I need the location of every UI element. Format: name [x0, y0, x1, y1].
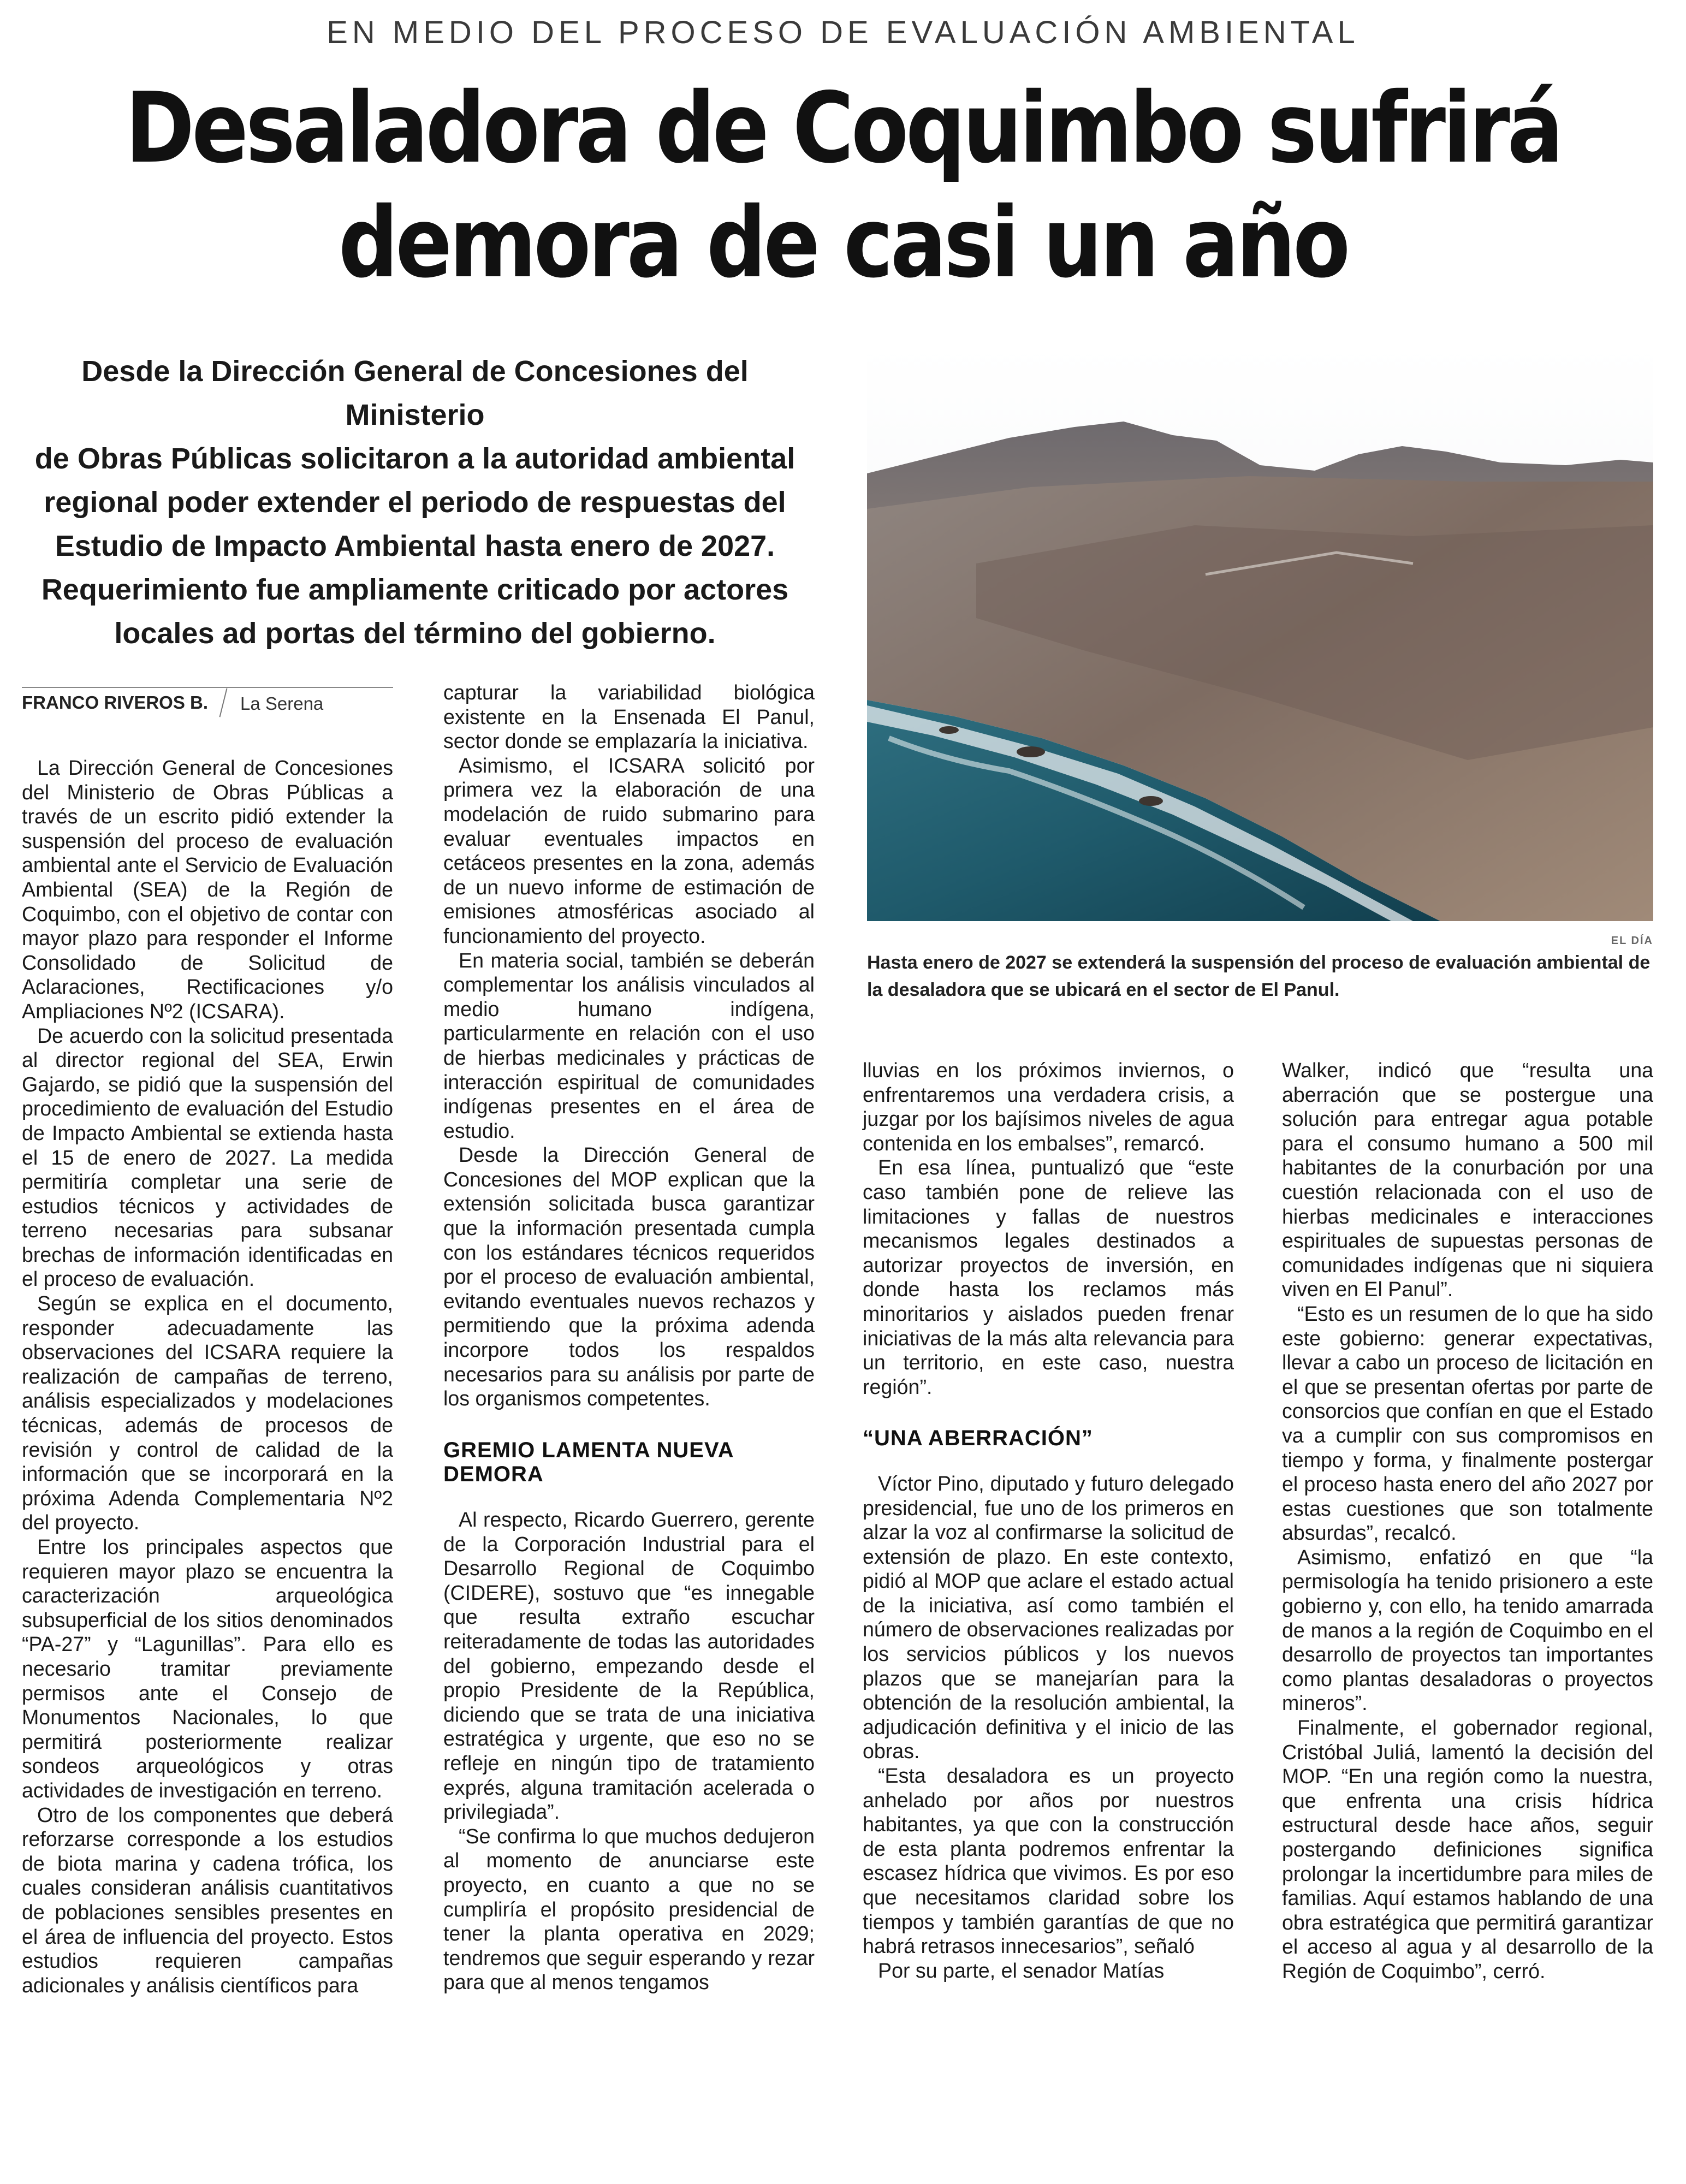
photo-rock	[1017, 746, 1045, 757]
body-paragraph: Finalmente, el gobernador regional, Cristóbal Juliá, lamentó la decisión del MOP. “En una región como la nuestra, que enfrenta una crisis hídrica estructural desde hace años, seguir postergando definiciones significa prolongar la incertidumbre para miles de familias. Aquí estamos hablando de una obra estratégica que permitirá garantizar el acceso al agua y al desarrollo de la Región de Coquimbo”, cerró.	[1282, 1716, 1653, 1983]
lead-line: Requerimiento fue ampliamente criticado por actores	[41, 573, 789, 606]
article-column-4	[1282, 1058, 1653, 1984]
body-paragraph: Asimismo, enfatizó en que “la permisología ha tenido prisionero a este gobierno y, con ello, ha tenido amarrada de manos a la región de Coquimbo en el desarrollo de proyectos tan importantes como plantas desaladoras o proyectos mineros”.	[1282, 1545, 1653, 1715]
body-paragraph: Víctor Pino, diputado y futuro delegado presidencial, fue uno de los primeros en alzar la voz al confirmarse la solicitud de extensión de plazo. En este contexto, pidió al MOP que aclare el estado actual de la iniciativa, así como también el número de observaciones realizadas por los servicios públicos y los nuevos plazos que se manejarían para la obtención de la resolución ambiental, la adjudicación definitiva y el inicio de las obras.	[863, 1471, 1234, 1763]
photo-rock	[1139, 796, 1163, 806]
photo-credit: EL DÍA	[1611, 935, 1653, 947]
byline-divider	[219, 689, 227, 717]
article-column-1	[22, 756, 393, 1997]
body-paragraph: Asimismo, el ICSARA solicitó por primera vez la elaboración de una modelación de ruido submarino para evaluar eventuales impactos en cetáceos presentes en la zona, además de un nuevo informe de estimación de emisiones atmosféricas asociado al funcionamiento del proyecto.	[443, 753, 815, 947]
body-paragraph: En materia social, también se deberán complementar los análisis vinculados al medio humano indígena, particularmente en relación con el uso de hierbas medicinales y prácticas de interacción espiritual de comunidades indígenas presentes en el área de estudio.	[443, 948, 815, 1142]
body-paragraph: Al respecto, Ricardo Guerrero, gerente de la Corporación Industrial para el Desarrollo Regional de Coquimbo (CIDERE), sostuvo que “es innegable que resulta extraño escuchar reiteradamente de todas las autoridades del gobierno, empezando desde el propio Presidente de la República, diciendo que se trata de una iniciativa estratégica y urgente, que eso no se refleje en ningún tipo de tratamiento exprés, alguna tramitación acelerada o privilegiada”.	[443, 1508, 815, 1824]
body-paragraph: Según se explica en el documento, responder adecuadamente las observaciones del ICSARA requiere la realización de campañas de terreno, análisis especializados y modelaciones técnicas, además de procesos de revisión y control de calidad de la información que se incorporará en la próxima Adenda Complementaria Nº2 del proyecto.	[22, 1292, 393, 1534]
body-paragraph: “Esto es un resumen de lo que ha sido este gobierno: generar expectativas, llevar a cabo un proceso de licitación en el que se presentan ofertas por parte de consorcios que confían en que el Estado va a cumplir con sus compromisos en tiempo y forma, y finalmente postergar el proceso hasta enero del año 2027 por estas cuestiones que son totalmente absurdas”, recalcó.	[1282, 1302, 1653, 1545]
subhead-aberracion: “UNA ABERRACIÓN”	[863, 1426, 1093, 1451]
lead-line: Desde la Dirección General de Concesiones del Ministerio	[81, 355, 749, 431]
headline	[118, 71, 1568, 300]
body-paragraph: De acuerdo con la solicitud presentada al director regional del SEA, Erwin Gajardo, se pidió que la suspensión del procedimiento de evaluación del Estudio de Impacto Ambiental se extienda hasta el 15 de enero de 2027. La medida permitiría completar una serie de estudios técnicos y actividades de terreno necesarias para subsanar brechas de información identificadas en el proceso de evaluación.	[22, 1024, 393, 1291]
headline-line-1: Desaladora de Coquimbo sufrirá	[125, 72, 1561, 185]
body-paragraph: capturar la variabilidad biológica existente en la Ensenada El Panul, sector donde se emplazaría la iniciativa.	[443, 681, 815, 753]
dateline-place: La Serena	[240, 693, 324, 714]
photo-rock	[939, 726, 959, 734]
kicker: EN MEDIO DEL PROCESO DE EVALUACIÓN AMBIENTAL	[326, 15, 1360, 50]
lead-line: de Obras Públicas solicitaron a la autoridad ambiental	[34, 442, 795, 475]
body-paragraph: “Se confirma lo que muchos dedujeron al momento de anunciarse este proyecto, en cuanto a que no se cumpliría el propósito presidencial de tener la planta operativa en 2029; tendremos que seguir esperando y rezar para que al menos tengamos	[443, 1824, 815, 1994]
body-paragraph: Por su parte, el senador Matías	[878, 1959, 1165, 1982]
body-paragraph: Walker, indicó que “resulta una aberración que se postergue una solución para entregar agua potable para el consumo humano a 500 mil habitantes de la conurbación por una cuestión relacionada con el uso de hierbas medicinales e interacciones espirituales de supuestas personas de comunidades indígenas que ni siquiera viven en El Panul”.	[1282, 1059, 1653, 1301]
body-paragraph: Otro de los componentes que deberá reforzarse corresponde a los estudios de biota marina y cadena trófica, los cuales consideran análisis cuantitativos de poblaciones sensibles presentes en el área de influencia del proyecto. Estos estudios requieren campañas adicionales y análisis científicos para	[22, 1803, 393, 1997]
body-paragraph: Entre los principales aspectos que requieren mayor plazo se encuentra la caracterización arqueológica subsuperficial de los sitios denominados “PA-27” y “Lagunillas”. Para ello es necesario tramitar previamente permisos ante el Consejo de Monumentos Nacionales, lo que permitirá posteriormente realizar sondeos arqueológicos y otras actividades de investigación en terreno.	[22, 1535, 393, 1802]
article-column-3	[863, 1058, 1234, 1983]
body-paragraph: lluvias en los próximos inviernos, o enfrentaremos una verdadera crisis, a juzgar por los bajísimos niveles de agua contenida en los embalses”, remarcó.	[863, 1059, 1234, 1155]
author-name: FRANCO RIVEROS B.	[22, 692, 209, 713]
article-column-2	[443, 680, 815, 1995]
lead-line: locales ad portas del término del gobierno.	[114, 617, 716, 650]
lead-line: Estudio de Impacto Ambiental hasta enero de 2027.	[55, 530, 775, 562]
lead-paragraph	[22, 349, 808, 655]
photo-caption: Hasta enero de 2027 se extenderá la suspensión del proceso de evaluación ambiental de la desaladora que se ubicará en el sector de El Panul.	[867, 952, 1651, 1000]
byline	[22, 687, 393, 726]
coastline-aerial-photo	[867, 345, 1653, 921]
body-paragraph: En esa línea, puntualizó que “este caso también pone de relieve las limitaciones y fallas de nuestros mecanismos legales destinados a autorizar proyectos de inversión, en donde hasta los reclamos más minoritarios y aislados pueden frenar iniciativas de la más alta relevancia para un territorio, en este caso, nuestra región”.	[863, 1156, 1234, 1398]
body-paragraph: Desde la Dirección General de Concesiones del MOP explican que la extensión solicitada busca garantizar que la información presentada cumpla con los estándares técnicos requeridos por el proceso de evaluación ambiental, evitando eventuales nuevos rechazos y permitiendo que la próxima adenda incorpore todos los respaldos necesarios para su análisis por parte de los organismos competentes.	[443, 1143, 815, 1410]
lead-line: regional poder extender el periodo de respuestas del	[44, 486, 786, 519]
body-paragraph: La Dirección General de Concesiones del Ministerio de Obras Públicas a través de un escrito pidió extender la suspensión del proceso de evaluación ambiental ante el Servicio de Evaluación Ambiental (SEA) de la Región de Coquimbo, con el objetivo de contar con mayor plazo para responder el Informe Consolidado de Solicitud de Aclaraciones, Rectificaciones y/o Ampliaciones Nº2 (ICSARA).	[22, 756, 393, 1023]
headline-line-2: demora de casi un año	[338, 186, 1348, 299]
body-paragraph: “Esta desaladora es un proyecto anhelado por años por nuestros habitantes, ya que con la construcción de esta planta podremos enfrentar la escasez hídrica que vivimos. Es por eso que necesitamos claridad sobre los tiempos y también garantías de que no habrá retrasos innecesarios”, señaló	[863, 1764, 1234, 1958]
subhead-gremio: GREMIO LAMENTA NUEVA DEMORA	[443, 1438, 734, 1487]
